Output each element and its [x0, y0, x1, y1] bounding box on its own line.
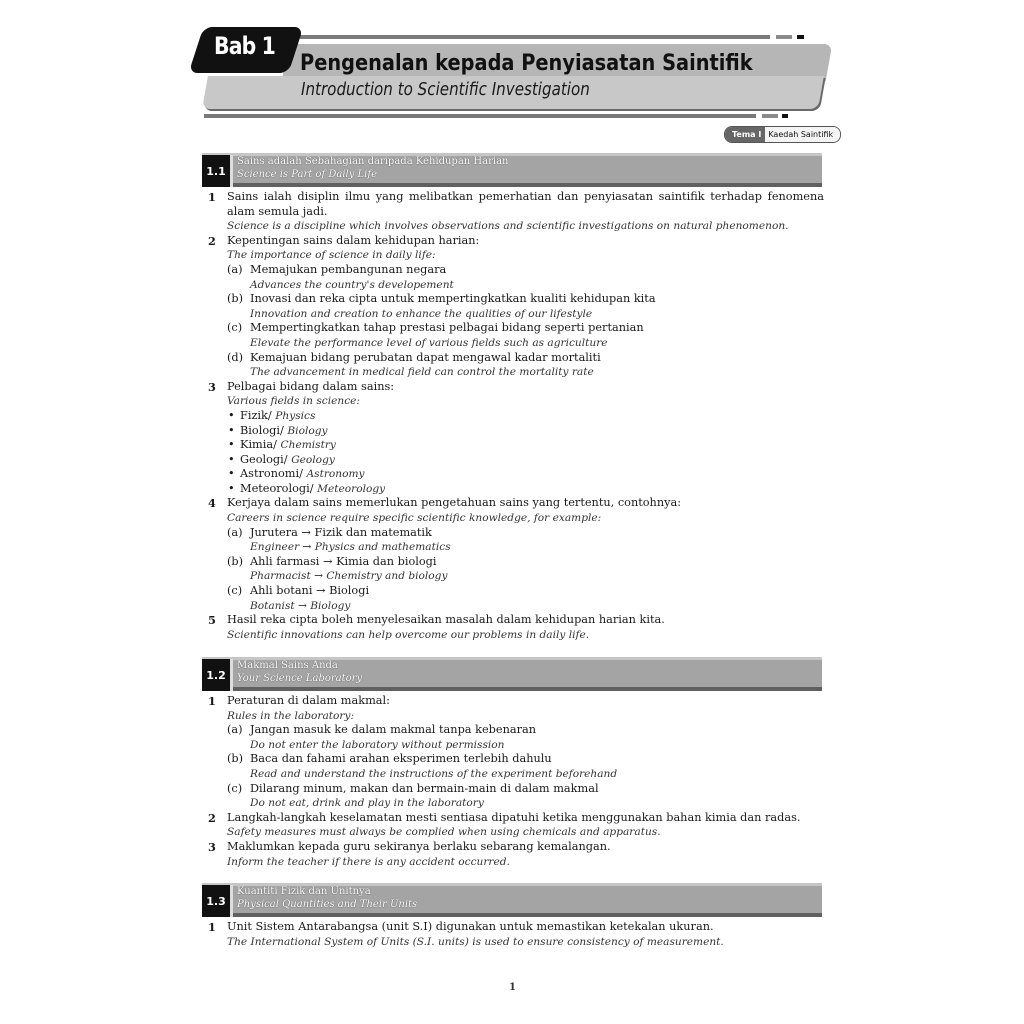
bullet-icon: • [228, 423, 235, 437]
bullet-icon: • [228, 481, 235, 495]
list-item: 3 Maklumkan kepada guru sekiranya berlaku sebarang kemalangan. Inform the teacher if there is any accident occurred. [208, 839, 611, 868]
theme-name: Kaedah Saintifik [765, 127, 840, 142]
section-title-ms: Makmal Sains Anda [237, 660, 338, 671]
chapter-label: Bab 1 [214, 32, 275, 60]
list-item: 1 Sains ialah disiplin ilmu yang melibatkan pemerhatian dan penyiasatan saintifik terhadap fenomena alam semula jadi. Science is a discipline which involves observations and scientific investigations on natural phenomenon. [208, 190, 824, 233]
sub-item: (a) Jurutera → Fizik dan matematik Engineer → Physics and mathematics [227, 525, 451, 554]
chapter-title-ms: Pengenalan kepada Penyiasatan Saintifik [300, 51, 753, 76]
section-body-1-3 [208, 920, 824, 949]
section-title-ms: Kuantiti Fizik dan Unitnya [237, 886, 371, 897]
bullet-icon: • [228, 438, 235, 452]
chapter-title-en: Introduction to Scientific Investigation [301, 79, 590, 100]
section-title-en: Science is Part of Daily Life [237, 169, 377, 180]
sub-item: (c) Mempertingkatkan tahap prestasi pelbagai bidang seperti pertanian Elevate the performance level of various fields such as agriculture [227, 321, 644, 349]
list-item: 1 Peraturan di dalam makmal: Rules in the laboratory: (a) Jangan masuk ke dalam makmal tanpa kebenaran Do not enter the laboratory without permission (b) Baca dan fahami arahan eksperimen terlebih dahulu Read and understand the instructions of the experiment beforehand (c) Dilarang minum, makan dan bermain-main di dalam makmal Do not eat, drink and play in the laboratory [208, 694, 824, 811]
bullet-item: • Geologi/ Geology [228, 452, 335, 466]
decorative-rule-bottom [204, 114, 756, 118]
section-header-1-1 [202, 153, 822, 187]
section-header-1-2 [202, 657, 822, 691]
bullet-icon: • [228, 467, 235, 481]
sub-item: (b) Baca dan fahami arahan eksperimen terlebih dahulu Read and understand the instructions of the experiment beforehand [227, 752, 618, 780]
decorative-dash [762, 114, 778, 118]
section-title-ms: Sains adalah Sebahagian daripada Kehidupan Harian [237, 156, 509, 167]
sub-item: (a) Jangan masuk ke dalam makmal tanpa kebenaran Do not enter the laboratory without permission [227, 723, 536, 751]
section-number: 1.2 [202, 659, 233, 691]
list-item: 1 Unit Sistem Antarabangsa (unit S.I) digunakan untuk memastikan ketekalan ukuran. The International System of Units (S.I. units) is used to ensure consistency of measurement. [208, 920, 724, 948]
section-number: 1.1 [202, 155, 233, 187]
bullet-icon: • [228, 452, 235, 466]
section-number: 1.3 [202, 885, 233, 917]
theme-tag: Tema I [725, 127, 765, 142]
list-item: 2 Kepentingan sains dalam kehidupan harian: The importance of science in daily life: (a) Memajukan pembangunan negara Advances the country's developement (b) Inovasi dan reka cipta untuk mempertingkatkan kualiti kehidupan kita Innovation and creation to enhance the qualities of our lifestyle (c) Mempertingkatkan tahap prestasi pelbagai bidang seperti pertanian Elevate the performance level of various fields such as agriculture (d) Kemajuan bidang perubatan dapat mengawal kadar mortaliti The advancement in medical field can control the mortality rate [208, 234, 824, 380]
section-body-1-1 [208, 190, 824, 642]
sub-item: (c) Ahli botani → Biologi Botanist → Biology [227, 584, 370, 612]
sub-item: (b) Inovasi dan reka cipta untuk mempertingkatkan kualiti kehidupan kita Innovation and creation to enhance the qualities of our lifestyle [227, 292, 656, 320]
section-title-en: Your Science Laboratory [237, 673, 363, 684]
section-header-1-3 [202, 883, 822, 917]
list-item: 5 Hasil reka cipta boleh menyelesaikan masalah dalam kehidupan harian kita. Scientific innovations can help overcome our problems in daily life. [208, 613, 665, 641]
sub-item: (c) Dilarang minum, makan dan bermain-main di dalam makmal Do not eat, drink and play in the laboratory [227, 781, 599, 810]
sub-item: (a) Memajukan pembangunan negara Advances the country's developement [227, 262, 454, 291]
bullet-item: • Meteorologi/ Meteorology [228, 481, 386, 495]
decorative-dash [776, 35, 792, 39]
list-item: 2 Langkah-langkah keselamatan mesti sentiasa dipatuhi ketika menggunakan bahan kimia dan radas. Safety measures must always be complied when using chemicals and apparatus. [208, 810, 801, 839]
bullet-item: • Astronomi/ Astronomy [228, 467, 365, 481]
bullet-icon: • [228, 408, 235, 422]
sub-item: (d) Kemajuan bidang perubatan dapat mengawal kadar mortaliti The advancement in medical field can control the mortality rate [227, 350, 601, 379]
list-item: 3 Pelbagai bidang dalam sains: Various fields in science: • Fizik/ Physics • Biologi/ Biology • Kimia/ Chemistry • Geologi/ Geology • Astronomi/ Astronomy • Meteorologi/ Meteorology [208, 380, 824, 497]
bullet-item: • Kimia/ Chemistry [228, 438, 336, 452]
section-title-en: Physical Quantities and Their Units [237, 899, 418, 910]
section-body-1-2 [208, 694, 824, 869]
theme-badge [724, 126, 841, 143]
chapter-header [0, 0, 1024, 150]
sub-item: (b) Ahli farmasi → Kimia dan biologi Pharmacist → Chemistry and biology [227, 554, 448, 583]
bullet-item: • Fizik/ Physics [228, 408, 316, 422]
bullet-item: • Biologi/ Biology [228, 423, 328, 437]
decorative-dash [797, 35, 804, 39]
list-item: 4 Kerjaya dalam sains memerlukan pengetahuan sains yang tertentu, contohnya: Careers in science require specific scientific knowledge, for example: (a) Jurutera → Fizik dan matematik Engineer → Physics and mathematics (b) Ahli farmasi → Kimia dan biologi Pharmacist → Chemistry and biology (c) Ahli botani → Biologi Botanist → Biology [208, 496, 824, 613]
decorative-dash [782, 114, 788, 118]
page-number: 1 [509, 982, 516, 993]
decorative-rule-top [300, 35, 770, 39]
